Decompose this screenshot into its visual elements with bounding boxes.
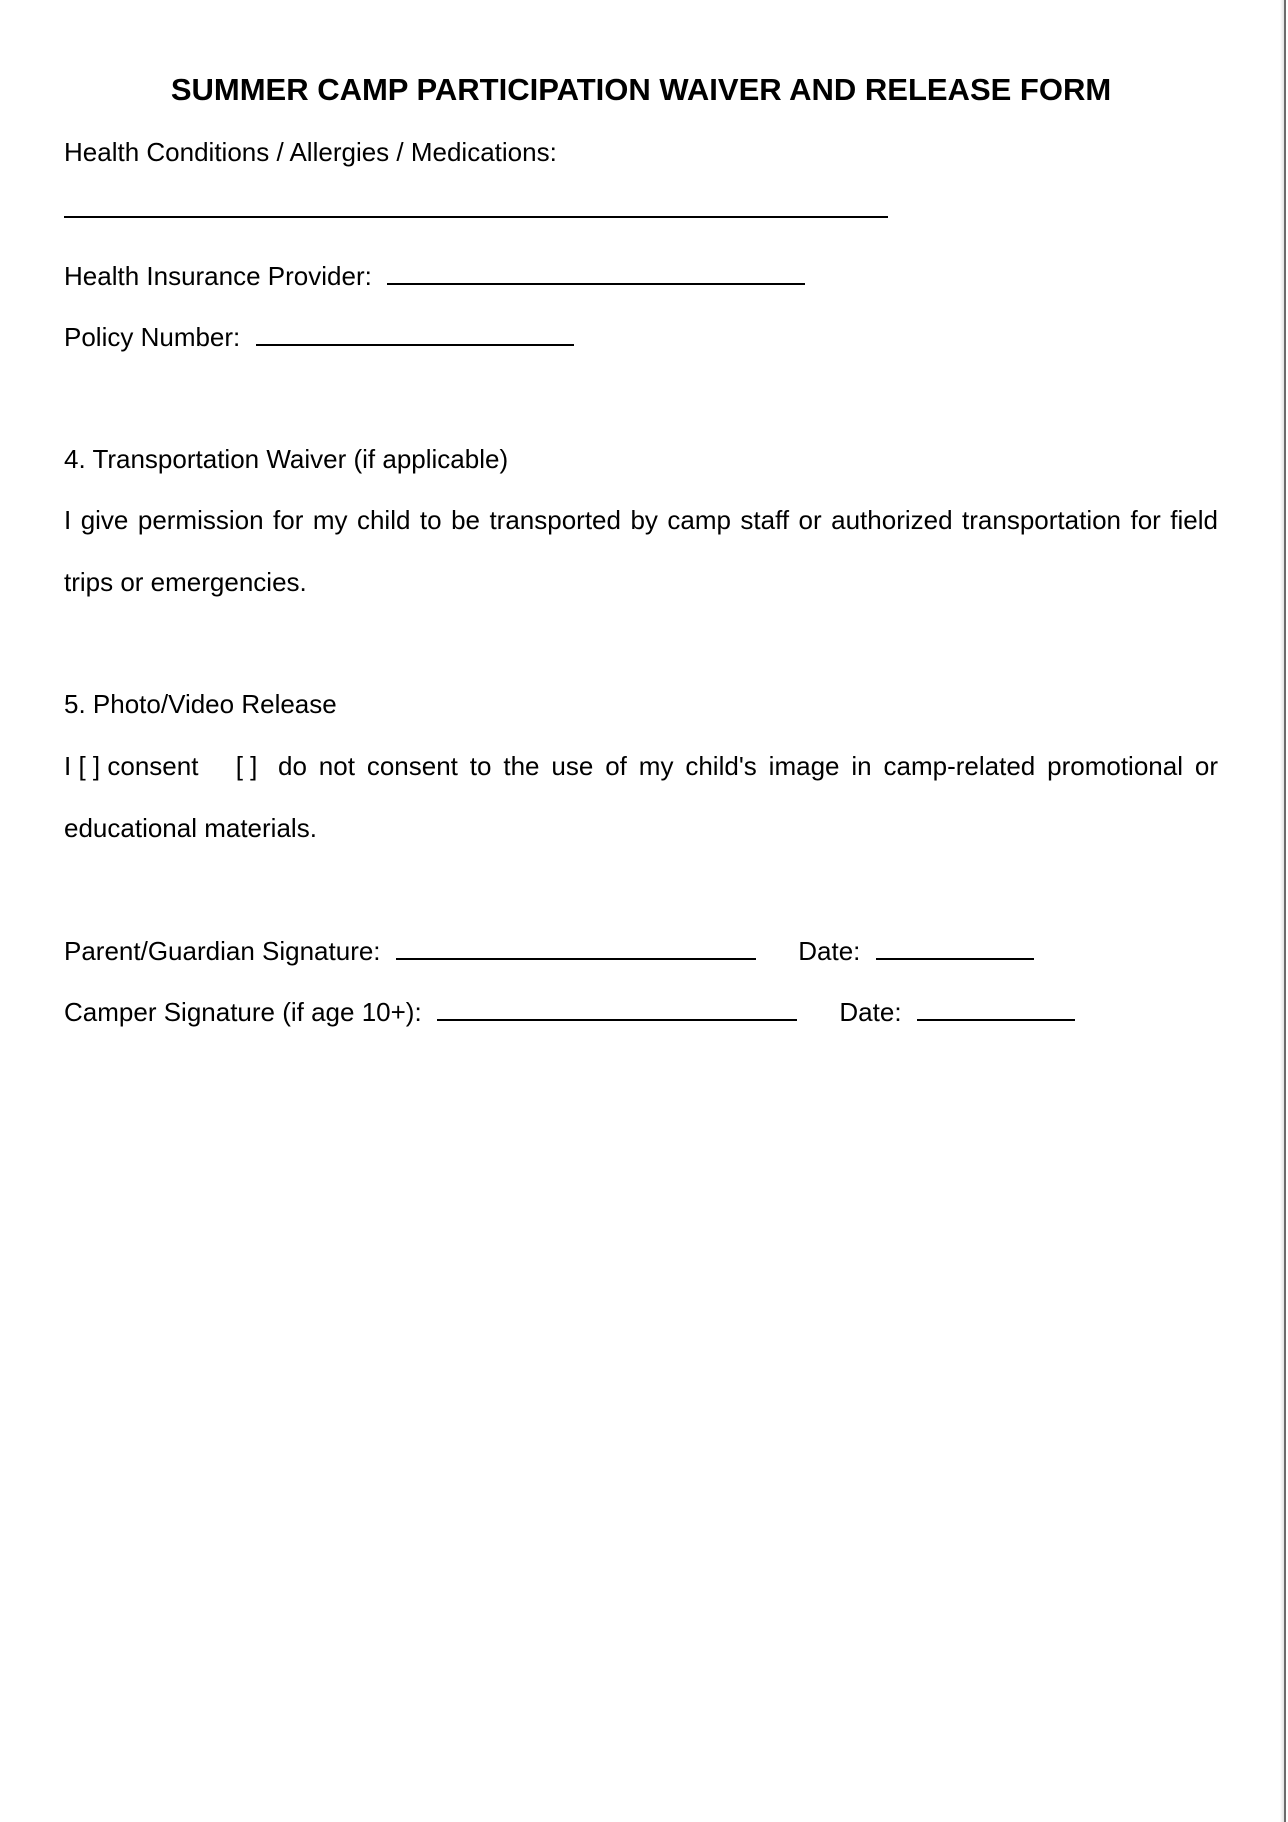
insurance-label: Health Insurance Provider: [64,261,372,291]
photo-text-line1: do not consent to the use of my child's image in camp-related promotional or [278,751,1218,781]
photo-text-line2: educational materials. [64,813,317,843]
insurance-field[interactable] [387,257,805,285]
page-edge [1284,0,1286,1822]
health-conditions-label: Health Conditions / Allergies / Medications: [64,137,557,167]
photo-consent-row [64,748,1218,784]
health-conditions-field[interactable] [64,190,888,227]
consent-checkbox[interactable]: [ ] [78,751,101,781]
policy-label: Policy Number: [64,322,241,352]
insurance-row [64,257,805,294]
camper-signature-row [64,993,1075,1030]
policy-field[interactable] [256,318,574,346]
photo-consent-left [64,748,257,784]
parent-date-label: Date: [798,936,861,966]
no-consent-checkbox[interactable]: [ ] [235,751,258,781]
parent-signature-label: Parent/Guardian Signature: [64,936,381,966]
form-title: SUMMER CAMP PARTICIPATION WAIVER AND RELEASE FORM [170,72,1112,107]
consent-prefix: I [64,751,72,781]
camper-signature-field[interactable] [437,993,797,1021]
parent-signature-row [64,932,1034,969]
transportation-text-line2: trips or emergencies. [64,567,307,597]
policy-row [64,318,574,355]
camper-date-label: Date: [839,997,902,1027]
transportation-text-line1: I give permission for my child to be transported by camp staff or authorized transportation for field [64,505,1218,535]
parent-signature-field[interactable] [396,932,756,960]
photo-heading: 5. Photo/Video Release [64,689,337,719]
camper-signature-label: Camper Signature (if age 10+): [64,997,422,1027]
camper-date-field[interactable] [917,993,1075,1021]
consent-label: consent [107,751,199,781]
transportation-heading: 4. Transportation Waiver (if applicable) [64,444,509,474]
parent-date-field[interactable] [876,932,1034,960]
